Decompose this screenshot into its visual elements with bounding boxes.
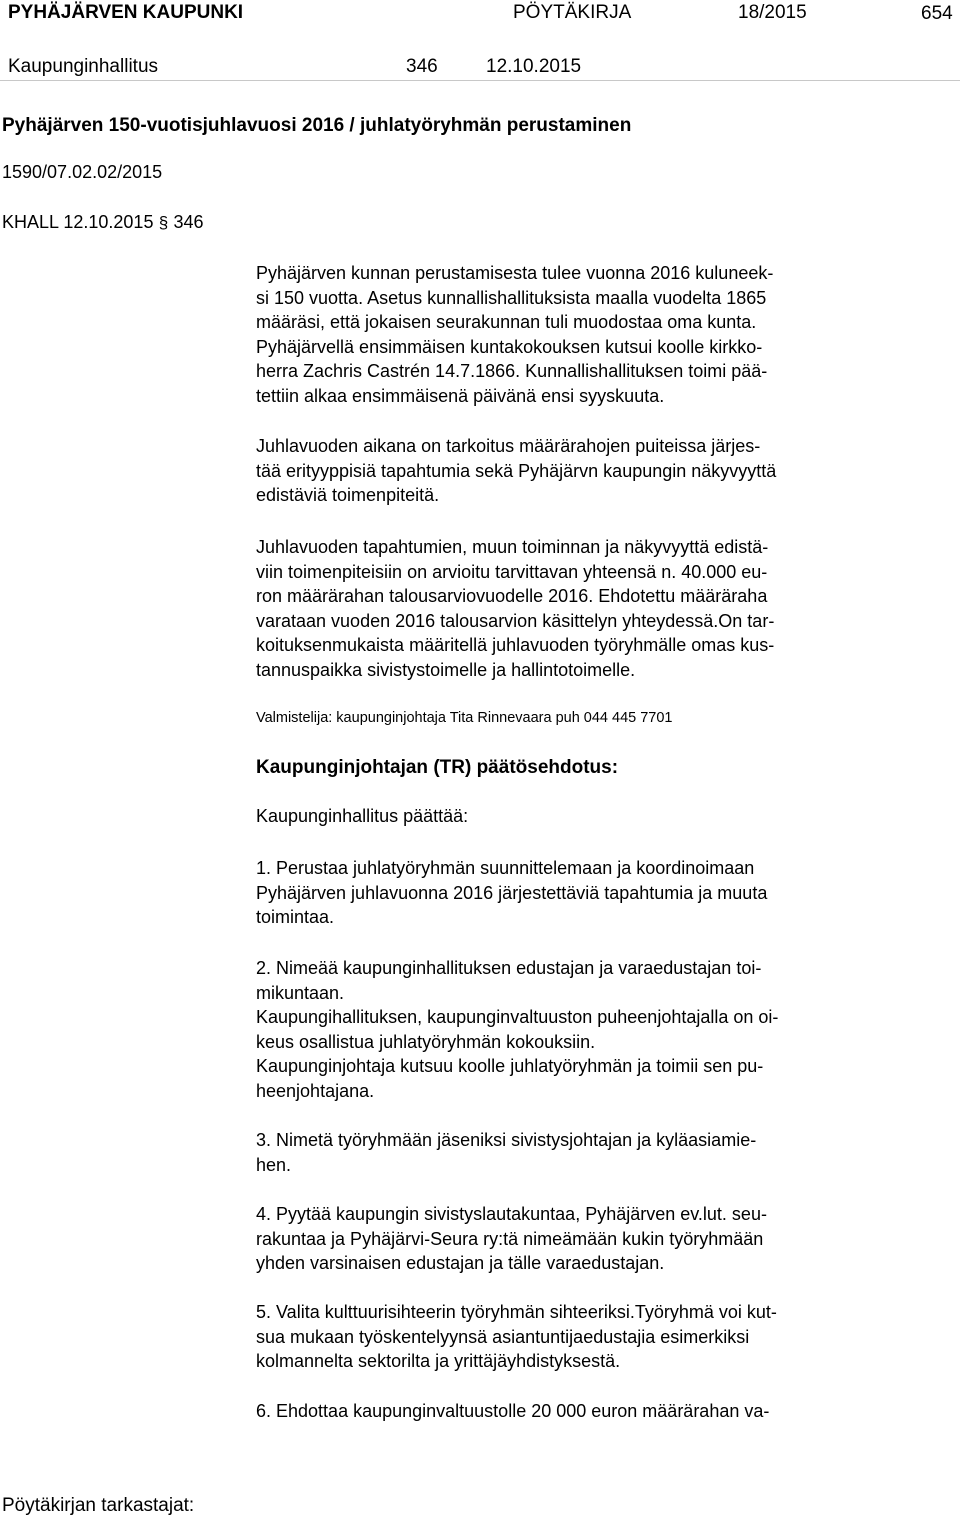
organization-name: PYHÄJÄRVEN KAUPUNKI (8, 2, 244, 23)
decision-item-2 (256, 956, 936, 1103)
section-number: 346 (406, 56, 438, 77)
proposal-heading: Kaupunginjohtajan (TR) päätösehdotus: (256, 757, 619, 778)
text-line: 1. Perustaa juhlatyöryhmän suunnittelemaan ja koordinoimaan (256, 858, 755, 878)
section-sign-icon: § (158, 213, 169, 232)
decision-intro: Kaupunginhallitus päättää: (256, 806, 469, 826)
text-line: 3. Nimetä työryhmään jäseniksi sivistysjohtajan ja kyläasiamie- (256, 1130, 757, 1150)
text-line: toimintaa. (256, 907, 335, 927)
meeting-body: Kaupunginhallitus (8, 56, 159, 77)
page-title: Pyhäjärven 150-vuotisjuhlavuosi 2016 / juhlatyöryhmän perustaminen (2, 115, 632, 136)
text-line: Pyhäjärvellä ensimmäisen kuntakokouksen kutsui koolle kirkko- (256, 336, 763, 357)
paragraph-history (256, 261, 936, 408)
decision-item-4 (256, 1202, 936, 1276)
text-line: keus osallistua juhlatyöryhmän kokouksiin. (256, 1031, 596, 1052)
text-line: sua mukaan työskentelyynsä asiantuntijaedustajia esimerkiksi (256, 1326, 750, 1347)
text-line: 4. Pyytää kaupungin sivistyslautakuntaa, Pyhäjärven ev.lut. seu- (256, 1204, 767, 1224)
text-line: määräsi, että jokaisen seurakunnan tuli muodostaa oma kunta. (256, 312, 757, 332)
meeting-reference (2, 212, 204, 233)
meeting-reference-section: 346 (173, 212, 204, 232)
text-line: heenjohtajana. (256, 1080, 375, 1101)
text-line: edistäviä toimenpiteitä. (256, 485, 440, 505)
text-line: Juhlavuoden aikana on tarkoitus määrärahojen puiteissa järjes- (256, 436, 761, 456)
decision-item-3 (256, 1128, 936, 1177)
text-line: rakuntaa ja Pyhäjärvi-Seura ry:tä nimeämään kukin työryhmään (256, 1228, 764, 1249)
document-type: PÖYTÄKIRJA (513, 2, 632, 23)
text-line: ron määrärahan talousarviovuodelle 2016. Ehdotettu määräraha (256, 586, 768, 606)
text-line: tannuspaikka sivistystoimelle ja hallintotoimelle. (256, 659, 636, 680)
page-number: 654 (921, 3, 953, 24)
text-line: Juhlavuoden tapahtumien, muun toiminnan ja näkyvyyttä edistä- (256, 537, 769, 557)
text-line: Kaupunginjohtaja kutsuu koolle juhlatyöryhmän ja toimii sen pu- (256, 1056, 764, 1076)
decision-item-6 (256, 1399, 936, 1424)
header-divider (0, 80, 960, 81)
text-line: 2. Nimeää kaupunginhallituksen edustajan ja varaedustajan toi- (256, 958, 762, 978)
text-line: tää erityyppisiä tapahtumia sekä Pyhäjärvn kaupungin näkyvyyttä (256, 460, 777, 481)
text-line: Pyhäjärven kunnan perustamisesta tulee vuonna 2016 kuluneek- (256, 263, 774, 283)
meeting-reference-prefix: KHALL 12.10.2015 (2, 212, 154, 232)
decision-item-1 (256, 856, 936, 930)
footer-reviewers-label: Pöytäkirjan tarkastajat: (2, 1495, 195, 1516)
text-line: varataan vuoden 2016 talousarvion käsittelyn yhteydessä.On tar- (256, 610, 775, 631)
text-line: 5. Valita kulttuurisihteerin työryhmän sihteeriksi.Työryhmä voi kut- (256, 1302, 777, 1322)
text-line: herra Zachris Castrén 14.7.1866. Kunnallishallituksen toimi pää- (256, 361, 768, 381)
meeting-date: 12.10.2015 (486, 56, 582, 77)
text-line: viin toimenpiteisiin on arvioitu tarvittavan yhteensä n. 40.000 eu- (256, 561, 768, 582)
text-line: Kaupungihallituksen, kaupunginvaltuuston puheenjohtajalla on oi- (256, 1007, 779, 1027)
text-line: hen. (256, 1154, 292, 1175)
text-line: 6. Ehdottaa kaupunginvaltuustolle 20 000 euron määrärahan va- (256, 1401, 770, 1421)
text-line: kolmannelta sektorilta ja yrittäjäyhdistyksestä. (256, 1351, 621, 1371)
record-id: 1590/07.02.02/2015 (2, 162, 163, 182)
decision-item-5 (256, 1300, 936, 1374)
preparer-info: Valmistelija: kaupunginjohtaja Tita Rinnevaara puh 044 445 7701 (256, 710, 673, 726)
paragraph-budget (256, 535, 936, 682)
text-line: koituksenmukaista määritellä juhlavuoden työryhmälle omas kus- (256, 635, 775, 655)
paragraph-purpose (256, 434, 936, 508)
text-line: mikuntaan. (256, 982, 345, 1003)
text-line: yhden varsinaisen edustajan ja tälle varaedustajan. (256, 1253, 665, 1273)
text-line: si 150 vuotta. Asetus kunnallishallituksista maalla vuodelta 1865 (256, 287, 767, 308)
text-line: tettiin alkaa ensimmäisenä päivänä ensi syyskuuta. (256, 385, 665, 406)
text-line: Pyhäjärven juhlavuonna 2016 järjestettäviä tapahtumia ja muuta (256, 882, 768, 903)
document-number: 18/2015 (738, 2, 807, 23)
